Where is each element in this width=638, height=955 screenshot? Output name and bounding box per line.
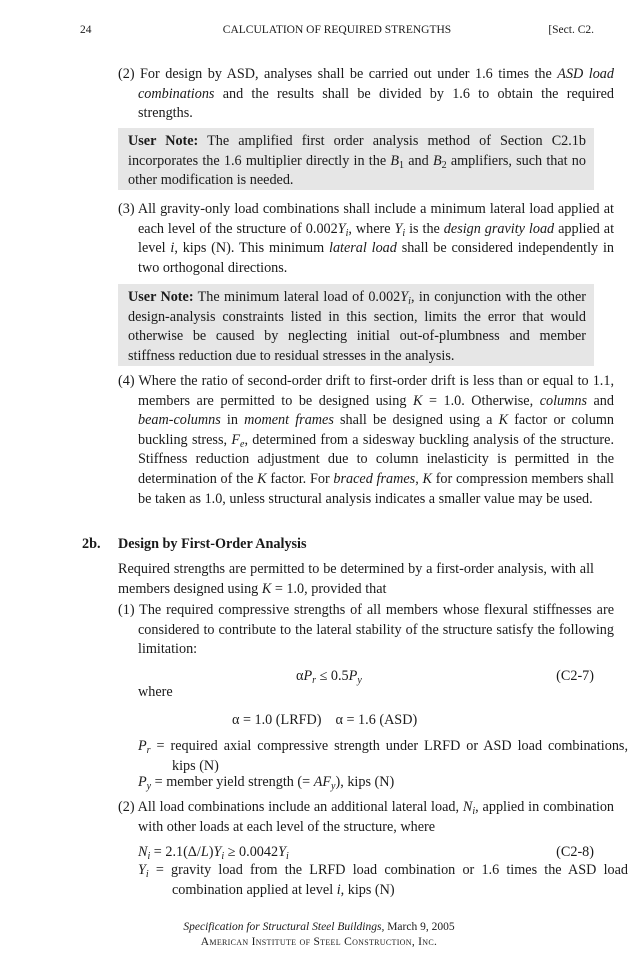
item-3: (3) All gravity-only load combinations shall include a minimum lateral load applied at each level of the structure of $0.002Y_i$, where $Y_i$ is the design gravity load applied at level i, kips (N). This minimum lateral load shall be considered independently in two orthogonal directions. [118,201,615,276]
asd-item: (2) For design by ASD, analyses shall be carried out under 1.6 times the ASD load combinations and the results shall be divided by 1.6 to obtain the required strengths. [118,66,614,122]
user-note-1: User Note: The amplified first order analysis method of Section C2.1b incorporates the 1.6 multiplier directly in the $B_1$ and $B_2$ amplifiers, such that no other modification is needed. [118,128,594,190]
equation-c2-7: $\alpha P_r \le 0.5P_y$ [296,668,362,686]
user-note-label: User Note: [128,289,194,305]
user-note-label: User Note: [128,133,199,149]
page-number: 24 [80,24,92,36]
section-intro: Required strengths are permitted to be determined by a first-order analysis, with all members designed using K = 1.0, provided that [118,561,594,597]
header-title: CALCULATION OF REQUIRED STRENGTHS [222,24,452,36]
equation-c2-8: $N_i = 2.1(\Delta/L)Y_i \ge 0.0042Y_i$ [138,844,289,862]
b-item-1: (1) The required compressive strengths of all members whose flexural stiffnesses are considered to contribute to the lateral stability of the structure satisfy the following limitation: [118,602,614,658]
where-label: where [138,684,173,700]
section-number: 2b. [82,536,101,552]
definition-yi: $Y_i$ = gravity load from the LRFD load combination or 1.6 times the ASD load combination applied at level i, kips (N) [138,862,628,898]
alpha-definition: α = 1.0 (LRFD) α = 1.6 (ASD) [232,712,418,728]
running-header [80,24,594,40]
footer-publisher: American Institute of Steel Construction, Inc. [200,936,438,948]
section-title: Design by First-Order Analysis [118,536,307,552]
user-note-2: User Note: The minimum lateral load of $0.002Y_i$, in conjunction with the other design-analysis constraints listed in this section, limits the error that would otherwise be caused by neglecting initial out-of-plumbness and member stiffness reduction due to residual stresses in the analysis. [118,284,594,366]
page-footer [0,920,638,950]
equation-number-c2-7: (C2-7) [556,668,594,684]
definition-pr: $P_r$ = required axial compressive strength under LRFD or ASD load combinations, kips (N) [138,738,628,774]
definition-py: $P_y$ = member yield strength (= $AF_y$), kips (N) [138,774,395,792]
b-item-2: (2) All load combinations include an additional lateral load, $N_i$, applied in combination with other loads at each level of the structure, where [118,799,615,835]
header-section: [Sect. C2. [548,24,594,36]
item-4: (4) Where the ratio of second-order drift to first-order drift is less than or equal to 1.1, members are permitted to be designed using K = 1.0. Otherwise, columns and beam-columns in moment frames shall be designed using a K factor or column buckling stress, $F_e$, determined from a sidesway buckling analysis of the structure. Stiffness reduction adjustment due to column inelasticity is permitted in the determination of the K factor. For braced frames, K for compression members shall be taken as 1.0, unless structural analysis indicates a smaller value may be used. [118,373,614,507]
equation-number-c2-8: (C2-8) [556,844,594,860]
footer-line-1: Specification for Structural Steel Buildings, March 9, 2005 [183,921,455,933]
